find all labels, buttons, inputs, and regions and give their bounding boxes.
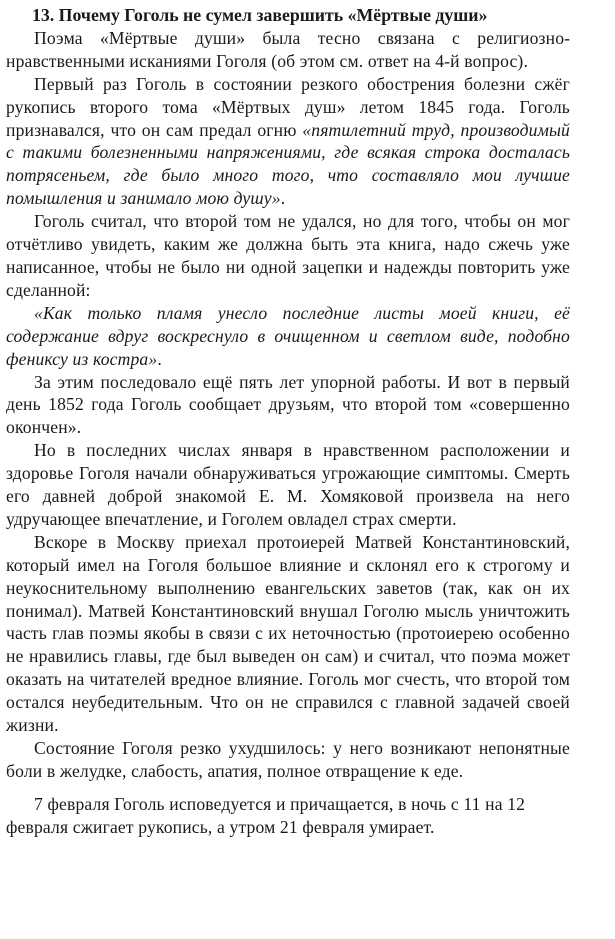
section-title: 13. Почему Гоголь не сумел завершить «Мёртвые души» — [32, 5, 488, 25]
paragraph-1: Поэма «Мёртвые души» была тесно связана с религиознонравственными исканиями Гоголя (об этом см. ответ на 4-й вопрос). — [6, 27, 570, 71]
paragraph-2-end: . — [280, 188, 286, 209]
paragraph-9: 7 февраля Гоголь исповедуется и причащается, в ночь с 11 на 12 февраля сжигает рукопись, а утром 21 февраля умирает. — [6, 793, 526, 837]
paragraph-4-quote-block — [6, 302, 570, 371]
paragraph-2 — [6, 73, 570, 210]
paragraph-3: Гоголь считал, что второй том не удался, но для того, чтобы он мог отчётливо увидеть, каким же должна быть эта книга, надо сжечь уже написанное, чтобы не было ни одной зацепки и надежды повторить уже сделанной: — [6, 211, 570, 300]
paragraph-5: За этим последовало ещё пять лет упорной работы. И вот в первый день 1852 года Гоголь сообщает друзьям, что второй том «совершенно окончен». — [6, 371, 570, 438]
document-page — [6, 4, 570, 839]
paragraph-2-text: Первый раз Гоголь в состоянии резкого обострения болезни сжёг рукопись второго тома «Мёртвых душ» летом 1845 года. Гоголь признавался, что он сам предал огню — [6, 73, 570, 140]
paragraph-8: Состояние Гоголя резко ухудшилось: у него возникают непонятные боли в желудке, слабость, апатия, полное отвращение к еде. — [6, 738, 570, 781]
paragraph-7: Вскоре в Москву приехал протоиерей Матвей Константиновский, который имел на Гоголя большое влияние и склонял его к строгому и неукоснительному выполнению евангельских заветов (так, как он их понимал). Матвей Константиновский внушал Гоголю мысль уничтожить часть глав поэмы якобы в связи с их неточностью (протоиерею особенно не нравились главы, где был выведен он сам) и считал, что поэма может оказать на читателей вредное влияние. Гоголь мог счесть, что второй том остался неубедительным. Что он не справился с главной задачей своей жизни. — [6, 531, 570, 736]
paragraph-2-quote: «пятилетний труд, производимый с такими болезненными напряжениями, где всякая строка досталась потрясеньем, где было много того, что составляло мои лучшие помышления и занимало мою душу» — [6, 119, 570, 209]
paragraph-6: Но в последних числах января в нравственном расположении и здоровье Гоголя начали обнаруживаться угрожающие симптомы. Смерть его давней доброй знакомой Е. М. Хомяковой произвела на него удручающее впечатление, и Гоголем овладел страх смерти. — [6, 440, 570, 529]
paragraph-4-end: . — [157, 348, 162, 369]
paragraph-4-quote: «Как только пламя унесло последние листы моей книги, её содержание вдруг воскреснуло в очищенном и светлом виде, подобно фениксу из костра» — [6, 302, 570, 369]
